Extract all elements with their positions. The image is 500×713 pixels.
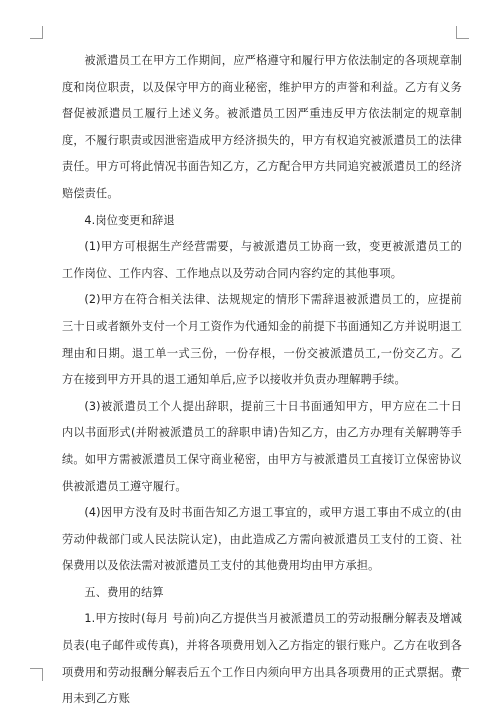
section-heading-position-change: 4.岗位变更和辞退	[84, 213, 175, 227]
paragraph-clause-2: (2)甲方在符合相关法律、法规规定的情形下需辞退被派遣员工的，应提前三十日或者额外支付一个月工资作为代通知金的前提下书面通知乙方并说明退工理由和日期。退工单一式三份，一份存根，一份交被派遣员工,一份交乙方。乙方在接到甲方开具的退工通知单后,应予以接收并负责办理解聘手续。	[62, 293, 462, 387]
page-corner-mark-top-right	[456, 26, 469, 39]
paragraph-fee-clause-1: 1.甲方按时(每月 号前)向乙方提供当月被派遣员工的劳动报酬分解表及增减员表(电子邮件或传真)，并将各项费用划入乙方指定的银行账户。乙方在收到各项费用和劳动报酬分解表后五个工作日内须向甲方出具各项费用的正式票据。费用未到乙方账	[62, 612, 462, 706]
section-heading-fee-settlement: 五、费用的结算	[84, 585, 164, 599]
paragraph-clause-1: (1)甲方可根据生产经营需要，与被派遣员工协商一致，变更被派遣员工的工作岗位、工作内容、工作地点以及劳动合同内容约定的其他事项。	[62, 240, 462, 280]
document-body	[62, 48, 462, 713]
paragraph-clause-3: (3)被派遣员工个人提出辞职，提前三十日书面通知甲方，甲方应在二十日内以书面形式(并附被派遣员工的辞职申请)告知乙方，由乙方办理有关解聘等手续。如甲方需被派遣员工保守商业秘密，由甲方与被派遣员工直接订立保密协议供被派遣员工遵守履行。	[62, 399, 462, 493]
page-corner-mark-top-left	[30, 26, 43, 39]
paragraph-employee-obligations: 被派遣员工在甲方工作期间，应严格遵守和履行甲方依法制定的各项规章制度和岗位职责，以及保守甲方的商业秘密，维护甲方的声誉和利益。乙方有义务督促被派遣员工履行上述义务。被派遣员工因严重违反甲方依法制定的规章制度，不履行职责或因泄密造成甲方经济损失的，甲方有权追究被派遣员工的法律责任。甲方可将此情况书面告知乙方，乙方配合甲方共同追究被派遣员工的经济赔偿责任。	[62, 54, 462, 200]
paragraph-clause-4: (4)因甲方没有及时书面告知乙方退工事宜的，或甲方退工事由不成立的(由劳动仲裁部门或人民法院认定)，由此造成乙方需向被派遣员工支付的工资、社保费用以及依法需对被派遣员工支付的其他费用均由甲方承担。	[62, 506, 462, 573]
page-corner-mark-bottom-left	[30, 668, 43, 681]
